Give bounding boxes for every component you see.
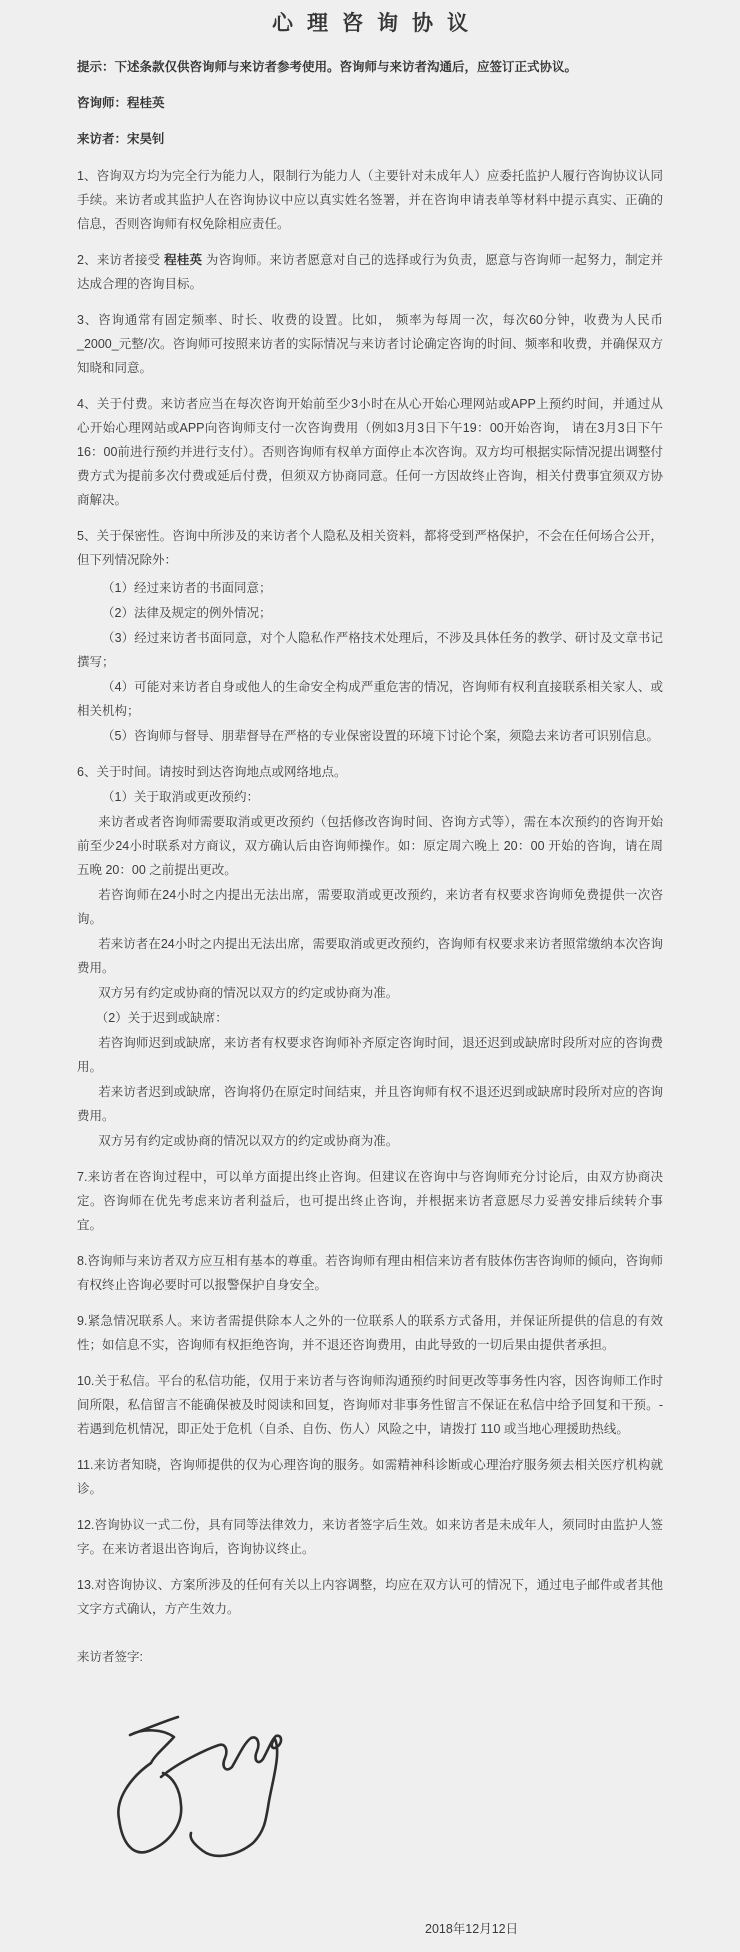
clause-6-1-para-1: 来访者或者咨询师需要取消或更改预约（包括修改咨询时间、咨询方式等），需在本次预约的咨询开始前至少24小时联系对方商议，双方确认后由咨询师操作。如：原定周六晚上 20：00 开始的咨询，请在周五晚 20：00 之前提出更改。 [77,815,663,877]
counselor-line: 咨询师：程桂英 [77,96,165,110]
clause-10: 10.关于私信。平台的私信功能，仅用于来访者与咨询师沟通预约时间更改等事务性内容，因咨询师工作时间所限，私信留言不能确保被及时阅读和回复，咨询师对非事务性留言不保证在私信中给予回复和干预。- 若遇到危机情况，即正处于危机（自杀、自伤、伤人）风险之中，请拨打 110 或当地心理援助热线。 [77,1374,663,1436]
clause-5-items [77,576,663,748]
clause-1: 1、咨询双方均为完全行为能力人，限制行为能力人（主要针对未成年人）应委托监护人履行咨询协议认同手续。来访者或其监护人在咨询协议中应以真实姓名签署，并在咨询申请表单等材料中提示真实、正确的信息，否则咨询师有权免除相应责任。 [77,169,663,231]
clause-9: 9.紧急情况联系人。来访者需提供除本人之外的一位联系人的联系方式备用，并保证所提供的信息的有效性；如信息不实，咨询师有权拒绝咨询，并不退还咨询费用，由此导致的一切后果由提供者承担。 [77,1314,663,1352]
clause-5-intro: 5、关于保密性。咨询中所涉及的来访者个人隐私及相关资料，都将受到严格保护，不会在任何场合公开，但下列情况除外： [77,529,663,567]
page-title: 心理咨询协议 [272,12,482,35]
clause-6-1-para-3: 若来访者在24小时之内提出无法出席，需要取消或更改预约，咨询师有权要求来访者照常缴纳本次咨询费用。 [77,937,663,975]
clause-2-post: 为咨询师。来访者愿意对自己的选择或行为负责，愿意与咨询师一起努力，制定并达成合理的咨询目标。 [77,253,663,291]
clause-6-intro: 6、关于时间。请按时到达咨询地点或网络地点。 [77,765,347,779]
clause-6-1-para-2: 若咨询师在24小时之内提出无法出席，需要取消或更改预约，来访者有权要求咨询师免费提供一次咨询。 [77,888,663,926]
clause-4: 4、关于付费。来访者应当在每次咨询开始前至少3小时在从心开始心理网站或APP上预约时间，并通过从心开始心理网站或APP向咨询师支付一次咨询费用（例如3月3日下午19：00开始咨询， 请在3月3日下午16：00前进行预约并进行支付）。否则咨询师有权单方面停止本次咨询。双方均可根据实际情况提出调整付费方式为提前多次付费或延后付费，但须双方协商同意。任何一方因故终止咨询，相关付费事宜须双方协商解决。 [77,397,663,507]
clause-3: 3、咨询通常有固定频率、时长、收费的设置。比如， 频率为每周一次，每次60分钟，收费为人民币_2000_元整/次。咨询师可按照来访者的实际情况与来访者讨论确定咨询的时间、频率和收费，并确保双方知晓和同意。 [77,313,663,375]
clause-2 [77,248,663,296]
clause-5-item-2: （2）法律及规定的例外情况； [102,606,272,620]
clause-6-1-label: （1）关于取消或更改预约： [102,790,259,804]
tip-line: 提示：下述条款仅供咨询师与来访者参考使用。咨询师与来访者沟通后，应签订正式协议。 [77,60,578,74]
counselor-name: 程桂英 [164,253,203,267]
clause-12: 12.咨询协议一式二份，具有同等法律效力，来访者签字后生效。如来访者是未成年人，须同时由监护人签字。在来访者退出咨询后，咨询协议终止。 [77,1518,663,1556]
clause-6-2-para-2: 若来访者迟到或缺席，咨询将仍在原定时间结束，并且咨询师有权不退还迟到或缺席时段所对应的咨询费用。 [77,1085,663,1123]
handwritten-signature [115,1713,285,1863]
clause-8: 8.咨询师与来访者双方应互相有基本的尊重。若咨询师有理由相信来访者有肢体伤害咨询师的倾向，咨询师有权终止咨询必要时可以报警保护自身安全。 [77,1254,663,1292]
clause-5-item-1: （1）经过来访者的书面同意； [102,581,272,595]
signature-stroke-1 [118,1717,181,1852]
clause-6-1-para-4: 双方另有约定或协商的情况以双方的约定或协商为准。 [98,986,399,1000]
clause-5-item-3: （3）经过来访者书面同意，对个人隐私作严格技术处理后，不涉及具体任务的教学、研讨及文章书记撰写； [77,631,663,669]
visitor-signature-label: 来访者签字: [77,1650,143,1664]
clause-6-2-para-1: 若咨询师迟到或缺席，来访者有权要求咨询师补齐原定咨询时间，退还迟到或缺席时段所对应的咨询费用。 [77,1036,663,1074]
clause-11: 11.来访者知晓，咨询师提供的仅为心理咨询的服务。如需精神科诊断或心理治疗服务须去相关医疗机构就诊。 [77,1458,663,1496]
clause-7: 7.来访者在咨询过程中，可以单方面提出终止咨询。但建议在咨询中与咨询师充分讨论后，由双方协商决定。咨询师在优先考虑来访者利益后，也可提出终止咨询，并根据来访者意愿尽力妥善安排后续转介事宜。 [77,1170,663,1232]
clause-2-pre: 2、来访者接受 [77,253,165,267]
signature-date: 2018年12月12日 [425,1922,519,1936]
clause-6-details [77,785,663,1153]
clause-6-2-para-3: 双方另有约定或协商的情况以双方的约定或协商为准。 [98,1134,399,1148]
visitor-line: 来访者：宋昊钊 [77,132,165,146]
clause-6-2-label: （2）关于迟到或缺席： [95,1011,228,1025]
clause-5-item-5: （5）咨询师与督导、朋辈督导在严格的专业保密设置的环境下讨论个案，须隐去来访者可识别信息。 [102,729,659,743]
clause-5-item-4: （4）可能对来访者自身或他人的生命安全构成严重危害的情况，咨询师有权利直接联系相关家人、或相关机构； [77,680,663,718]
clause-13: 13.对咨询协议、方案所涉及的任何有关以上内容调整，均应在双方认可的情况下，通过电子邮件或者其他文字方式确认，方产生效力。 [77,1578,663,1616]
